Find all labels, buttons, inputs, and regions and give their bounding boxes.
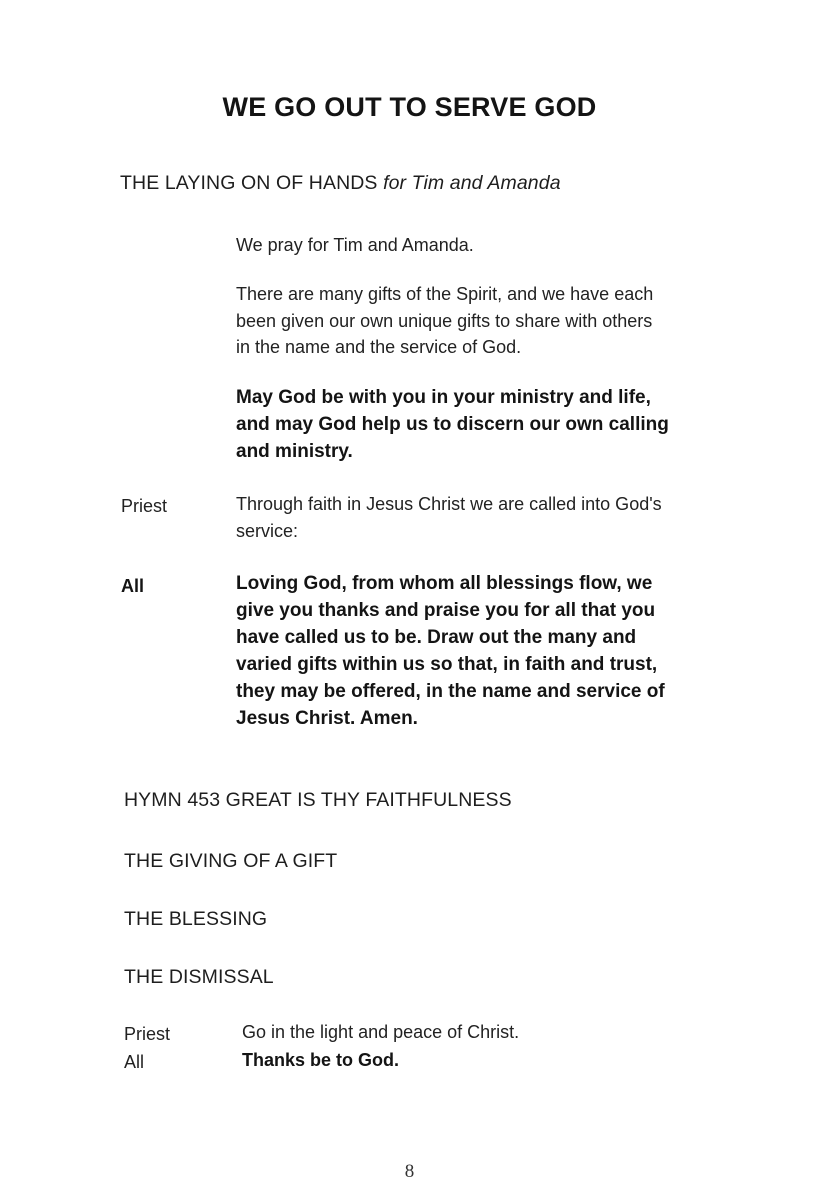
blessing-heading: THE BLESSING <box>124 908 268 930</box>
all-prayer-line: Jesus Christ. Amen. <box>236 708 418 729</box>
section-heading-laying-on-of-hands <box>120 172 561 195</box>
gifts-paragraph-line: There are many gifts of the Spirit, and we have each <box>236 284 654 304</box>
dismissal-heading: THE DISMISSAL <box>124 966 274 988</box>
dismissal-priest-words: Go in the light and peace of Christ. <box>242 1022 520 1042</box>
page-number: 8 <box>404 1161 415 1182</box>
blessing-response-line: and may God help us to discern our own calling <box>236 414 669 435</box>
blessing-response-line: May God be with you in your ministry and life, <box>236 387 651 408</box>
section-heading-italic: for Tim and Amanda <box>383 172 561 194</box>
page-title: WE GO OUT TO SERVE GOD <box>222 92 597 122</box>
speaker-all: All <box>121 576 145 596</box>
dismissal-speaker-priest: Priest <box>124 1024 171 1044</box>
all-prayer-line: give you thanks and praise you for all that you <box>236 600 656 621</box>
blessing-response-line: and ministry. <box>236 441 353 462</box>
blessing-response <box>236 384 756 465</box>
dismissal-speaker-all: All <box>124 1052 145 1072</box>
priest-words-line: service: <box>236 520 299 541</box>
priest-words-line: Through faith in Jesus Christ we are called into God's <box>236 494 662 514</box>
gifts-paragraph-line: in the name and the service of God. <box>236 337 522 357</box>
section-heading-text: THE LAYING ON OF HANDS <box>120 172 378 194</box>
all-prayer-line: have called us to be. Draw out the many and <box>236 627 637 648</box>
all-prayer-line: Loving God, from whom all blessings flow, we <box>236 573 653 594</box>
hymn-heading: HYMN 453 GREAT IS THY FAITHFULNESS <box>124 789 512 811</box>
gifts-paragraph-line: been given our own unique gifts to share with others <box>236 310 653 331</box>
gifts-paragraph <box>236 281 756 361</box>
speaker-priest: Priest <box>121 496 168 516</box>
all-prayer <box>236 570 756 732</box>
all-prayer-line: varied gifts within us so that, in faith and trust, <box>236 654 658 675</box>
prayer-intro: We pray for Tim and Amanda. <box>236 235 474 255</box>
dismissal-all-response: Thanks be to God. <box>242 1050 400 1070</box>
all-prayer-line: they may be offered, in the name and service of <box>236 681 665 702</box>
priest-words <box>236 491 756 544</box>
giving-gift-heading: THE GIVING OF A GIFT <box>124 850 338 872</box>
